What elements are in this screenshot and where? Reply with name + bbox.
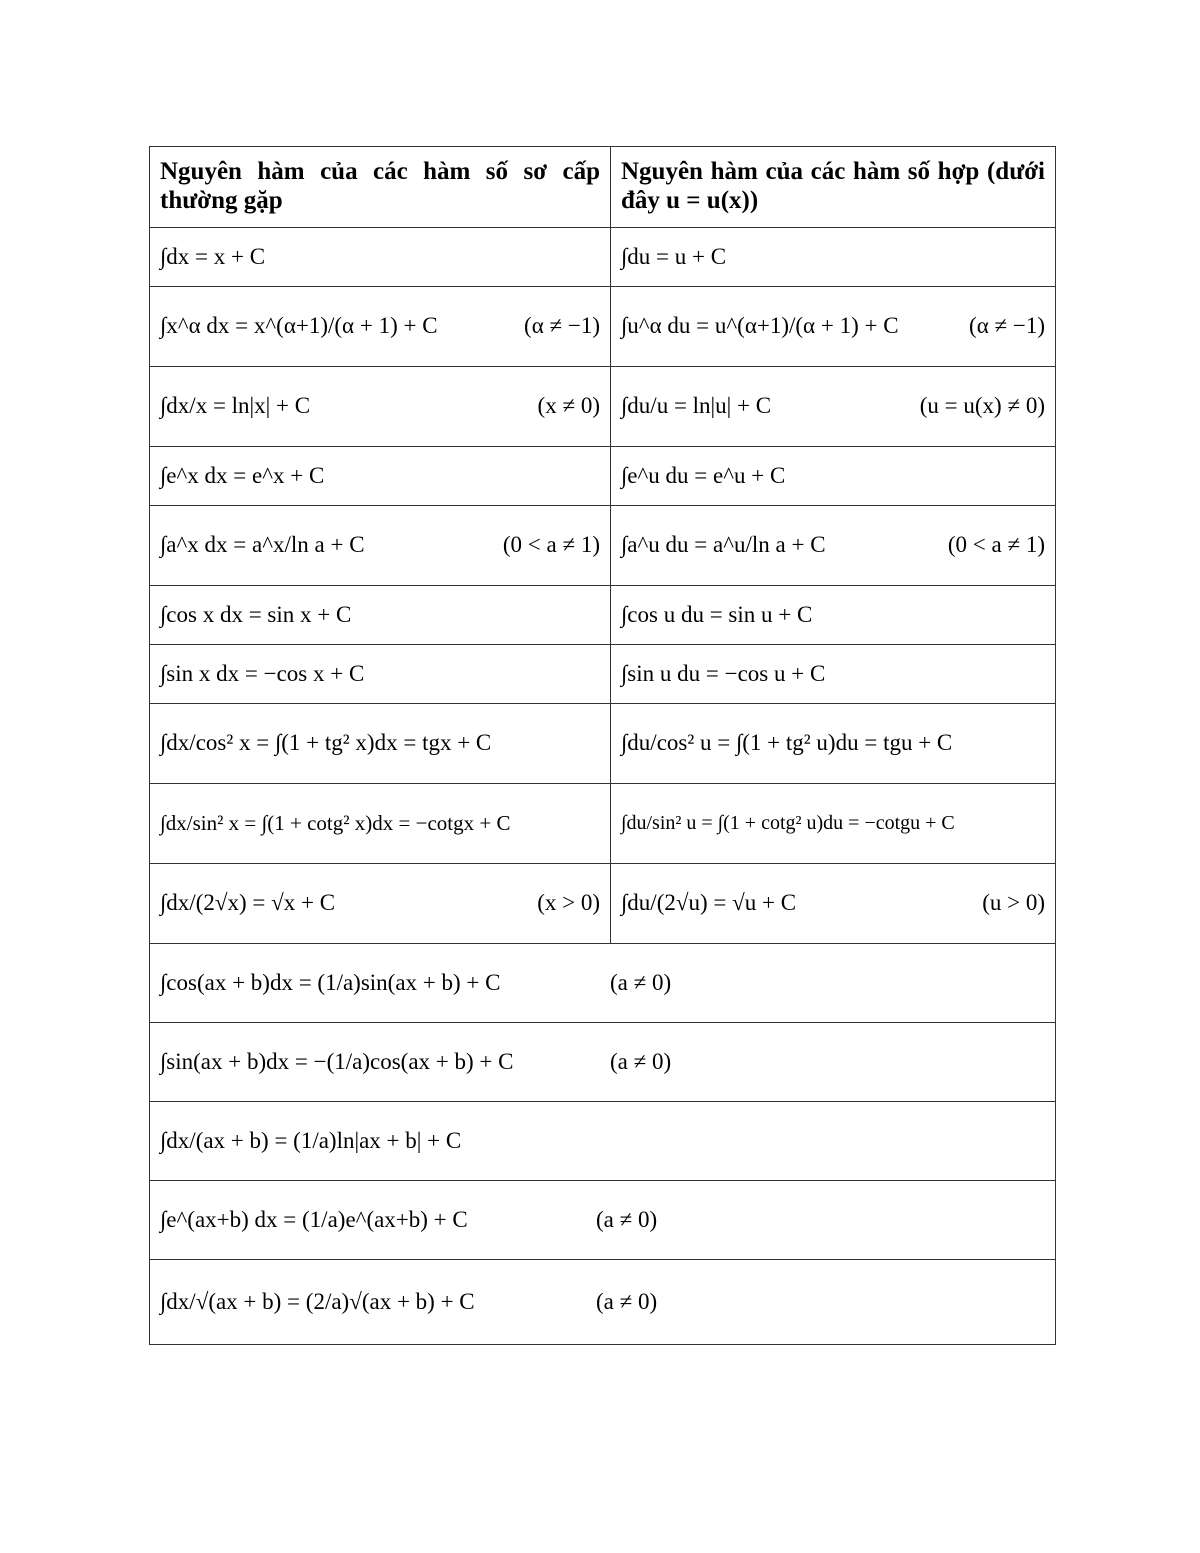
table-row (150, 1102, 1056, 1181)
row-6-right-cell (611, 586, 1056, 645)
row-5-left-cell (150, 506, 611, 586)
row-2-left-cell (150, 287, 611, 367)
row-6-left-cell (150, 586, 611, 645)
row-2-right-cell (611, 287, 1056, 367)
table-row (150, 228, 1056, 287)
table-row (150, 506, 1056, 586)
row-9-left-formula: ∫dx/sin² x = ∫(1 + cotg² x)dx = −cotgx + C (160, 811, 511, 836)
row-5-left-condition: (0 < a ≠ 1) (502, 532, 600, 558)
row-10-right-condition: (u > 0) (982, 890, 1045, 916)
row-1-left-formula: ∫dx = x + C (160, 243, 266, 269)
row-10-right-formula: ∫du/(2√u) = √u + C (621, 890, 797, 916)
row-7-right-cell (611, 645, 1056, 704)
row-10-left-condition: (x > 0) (537, 890, 600, 916)
table-row (150, 784, 1056, 864)
full-row-1-cell (150, 944, 1056, 1023)
row-3-left-formula: ∫dx/x = ln|x| + C (160, 393, 311, 419)
full-row-3-cell (150, 1102, 1056, 1181)
row-3-left-cell (150, 367, 611, 447)
row-5-left-formula: ∫a^x dx = a^x/ln a + C (160, 532, 365, 558)
full-row-1-formula: ∫cos(ax + b)dx = (1/a)sin(ax + b) + C (160, 969, 501, 995)
row-7-right-formula: ∫sin u du = −cos u + C (621, 660, 826, 686)
table-row (150, 586, 1056, 645)
table-row (150, 1260, 1056, 1345)
header-left: Nguyên hàm của các hàm số sơ cấp thường gặp (150, 147, 611, 228)
full-row-4-condition: (a ≠ 0) (596, 1206, 658, 1232)
row-3-left-condition: (x ≠ 0) (537, 393, 600, 419)
row-5-right-cell (611, 506, 1056, 586)
table-row (150, 367, 1056, 447)
row-1-right-cell (611, 228, 1056, 287)
table-row (150, 944, 1056, 1023)
row-3-right-cell (611, 367, 1056, 447)
row-8-right-cell (611, 704, 1056, 784)
row-10-right-cell (611, 864, 1056, 944)
row-6-right-formula: ∫cos u du = sin u + C (621, 601, 813, 627)
row-4-right-cell (611, 447, 1056, 506)
row-8-left-formula: ∫dx/cos² x = ∫(1 + tg² x)dx = tgx + C (160, 730, 492, 756)
antiderivative-table (149, 146, 1056, 1345)
table-row (150, 1181, 1056, 1260)
row-9-left-cell (150, 784, 611, 864)
table-row (150, 287, 1056, 367)
row-9-right-cell (611, 784, 1056, 864)
full-row-3-formula: ∫dx/(ax + b) = (1/a)ln|ax + b| + C (160, 1127, 462, 1153)
row-1-left-cell (150, 228, 611, 287)
row-9-right-formula: ∫du/sin² u = ∫(1 + cotg² u)du = −cotgu + C (621, 812, 955, 834)
row-1-right-formula: ∫du = u + C (621, 243, 727, 269)
row-4-left-cell (150, 447, 611, 506)
full-row-4-formula: ∫e^(ax+b) dx = (1/a)e^(ax+b) + C (160, 1206, 468, 1232)
full-row-1-condition: (a ≠ 0) (610, 969, 672, 995)
row-5-right-formula: ∫a^u du = a^u/ln a + C (621, 532, 826, 558)
full-row-2-formula: ∫sin(ax + b)dx = −(1/a)cos(ax + b) + C (160, 1048, 514, 1074)
row-3-right-condition: (u = u(x) ≠ 0) (919, 393, 1045, 419)
full-row-5-formula: ∫dx/√(ax + b) = (2/a)√(ax + b) + C (160, 1288, 475, 1314)
row-7-left-formula: ∫sin x dx = −cos x + C (160, 660, 365, 686)
table-row (150, 704, 1056, 784)
full-row-2-cell (150, 1023, 1056, 1102)
full-row-5-condition: (a ≠ 0) (596, 1288, 658, 1314)
row-2-right-formula: ∫u^α du = u^(α+1)/(α + 1) + C (621, 313, 899, 339)
row-8-right-formula: ∫du/cos² u = ∫(1 + tg² u)du = tgu + C (621, 730, 953, 756)
row-10-left-cell (150, 864, 611, 944)
row-2-left-formula: ∫x^α dx = x^(α+1)/(α + 1) + C (160, 313, 438, 339)
row-8-left-cell (150, 704, 611, 784)
row-2-left-condition: (α ≠ −1) (524, 313, 600, 339)
full-row-2-condition: (a ≠ 0) (610, 1048, 672, 1074)
full-row-4-cell (150, 1181, 1056, 1260)
full-row-5-cell (150, 1260, 1056, 1345)
row-10-left-formula: ∫dx/(2√x) = √x + C (160, 890, 336, 916)
row-3-right-formula: ∫du/u = ln|u| + C (621, 393, 772, 419)
row-2-right-condition: (α ≠ −1) (969, 313, 1045, 339)
table-row (150, 1023, 1056, 1102)
header-right: Nguyên hàm của các hàm số hợp (dưới đây u = u(x)) (611, 147, 1056, 228)
row-6-left-formula: ∫cos x dx = sin x + C (160, 601, 352, 627)
table-row (150, 447, 1056, 506)
table-row (150, 864, 1056, 944)
table-row (150, 645, 1056, 704)
table-header-row (150, 147, 1056, 228)
row-5-right-condition: (0 < a ≠ 1) (947, 532, 1045, 558)
row-7-left-cell (150, 645, 611, 704)
row-4-right-formula: ∫e^u du = e^u + C (621, 462, 786, 488)
row-4-left-formula: ∫e^x dx = e^x + C (160, 462, 325, 488)
